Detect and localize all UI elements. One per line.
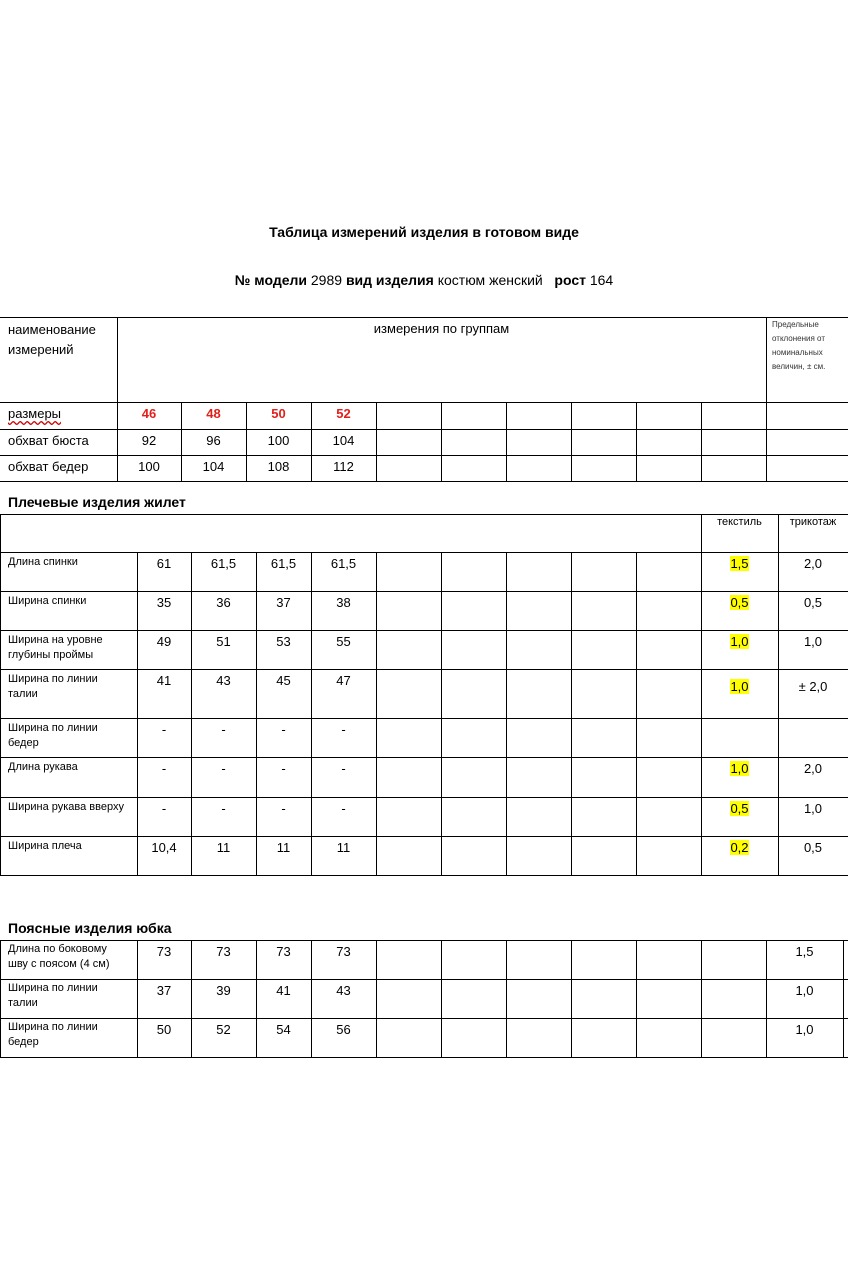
vest-row-value: 47 [336, 673, 351, 688]
vest-knit-value: ± 2,0 [798, 679, 828, 694]
skirt-row-label [8, 942, 136, 972]
skirt-tolerance-value: 1,5 [795, 944, 814, 959]
vest-textile-cell [701, 556, 778, 571]
skirt-row-value: 73 [276, 944, 291, 959]
name-header [8, 320, 96, 360]
vest-row-label [8, 721, 136, 751]
vest-knit-value: 0,5 [803, 595, 823, 610]
type-value: костюм женский [437, 272, 543, 288]
vest-row-label-line1: Ширина по линии [8, 673, 98, 685]
size-48: 48 [206, 406, 221, 421]
size-46: 46 [141, 406, 157, 421]
size-50: 50 [271, 406, 286, 421]
vest-row-value: 45 [276, 673, 291, 688]
vest-row-value: 11 [336, 840, 351, 855]
skirt-row-value: 73 [156, 944, 172, 959]
skirt-row-label-line2: шву с поясом (4 см) [8, 958, 110, 970]
vest-textile-value: 0,5 [730, 595, 749, 610]
vest-row-value: - [161, 761, 167, 776]
vest-row-value: 11 [276, 840, 291, 855]
vest-row-label [8, 594, 136, 609]
vest-knit-value: 0,5 [803, 840, 823, 855]
vest-knit-value: 1,0 [803, 801, 823, 816]
groups-header: измерения по группам [373, 321, 510, 336]
vest-row-value: - [341, 761, 346, 776]
vest-textile-value: 0,5 [730, 801, 749, 816]
skirt-row-label-line1: Длина по боковому [8, 943, 107, 955]
vest-textile-value: 1,0 [730, 679, 749, 694]
page-title: Таблица измерений изделия в готовом виде [269, 224, 579, 240]
bust-value: 100 [267, 433, 290, 448]
skirt-row-value: 73 [216, 944, 231, 959]
deviation-line3: номинальных [772, 348, 823, 357]
vest-row-value: - [161, 722, 167, 737]
vest-section-title: Плечевые изделия жилет [8, 494, 186, 510]
vest-row-value: 53 [276, 634, 291, 649]
vest-row-value: 49 [156, 634, 172, 649]
deviation-header [772, 318, 825, 374]
vest-row-value: 36 [216, 595, 231, 610]
hips-label: обхват бедер [8, 459, 89, 474]
skirt-row-label-line2: талии [8, 997, 38, 1009]
vest-row-value: - [341, 801, 346, 816]
vest-textile-value: 1,5 [730, 556, 749, 571]
vest-row-label-line2: бедер [8, 737, 39, 749]
bust-value: 96 [206, 433, 221, 448]
vest-row-value: 41 [156, 673, 172, 688]
vest-row-value: 35 [156, 595, 172, 610]
vest-row-value: 51 [216, 634, 231, 649]
hips-value: 104 [202, 459, 225, 474]
vest-textile-cell [701, 595, 778, 610]
vest-row-value: 61 [156, 556, 172, 571]
vest-row-value: 61,5 [270, 556, 297, 571]
hips-value: 112 [333, 459, 354, 474]
vest-textile-cell [701, 801, 778, 816]
name-header-line1: наименование [8, 322, 96, 337]
skirt-row-value: 41 [276, 983, 291, 998]
vest-row-value: 37 [276, 595, 291, 610]
vest-row-value: 61,5 [210, 556, 237, 571]
skirt-tolerance-value: 1,0 [795, 983, 814, 998]
vest-row-label-line1: Ширина по линии [8, 722, 98, 734]
skirt-row-label-line2: бедер [8, 1036, 39, 1048]
vest-row-value: - [281, 761, 286, 776]
vest-textile-cell [701, 840, 778, 855]
size-52: 52 [336, 406, 351, 421]
skirt-row-value: 52 [216, 1022, 231, 1037]
model-value: 2989 [310, 272, 343, 288]
deviation-line4: величин, ± см. [772, 362, 826, 371]
page-subtitle [0, 272, 848, 288]
vest-row-label [8, 633, 136, 663]
skirt-row-value: 50 [156, 1022, 172, 1037]
vest-row-value: - [281, 722, 286, 737]
height-label: рост [554, 272, 586, 288]
skirt-row-value: 43 [336, 983, 351, 998]
vest-knit-value: 2,0 [803, 761, 823, 776]
skirt-row-label [8, 981, 136, 1011]
skirt-row-value: 39 [216, 983, 231, 998]
vest-row-value: - [281, 801, 286, 816]
vest-textile-cell [701, 679, 778, 694]
deviation-line2: отклонения от [772, 334, 825, 343]
name-header-line2: измерений [8, 342, 74, 357]
skirt-row-label-line1: Ширина по линии [8, 1021, 98, 1033]
vest-row-value: - [341, 722, 346, 737]
vest-row-label [8, 555, 136, 570]
vest-textile-value: 0,2 [730, 840, 749, 855]
skirt-row-value: 56 [336, 1022, 351, 1037]
vest-row-value: 55 [336, 634, 351, 649]
skirt-row-value: 37 [156, 983, 172, 998]
textile-header: текстиль [717, 516, 762, 528]
vest-row-label-line1: Ширина плеча [8, 840, 82, 852]
model-label: № модели [234, 272, 307, 288]
vest-row-value: 11 [216, 840, 231, 855]
vest-row-label-line1: Ширина спинки [8, 595, 87, 607]
vest-textile-value: 1,0 [730, 634, 749, 649]
vest-row-value: 38 [336, 595, 351, 610]
height-value: 164 [589, 272, 614, 288]
vest-row-label [8, 800, 136, 815]
vest-row-value: 43 [216, 673, 231, 688]
knit-header: трикотаж [789, 516, 837, 528]
vest-row-label-line1: Ширина на уровне [8, 634, 103, 646]
sizes-label: размеры [8, 406, 62, 421]
vest-row-value: - [221, 801, 226, 816]
vest-row-label [8, 839, 136, 854]
deviation-line1: Предельные [772, 320, 819, 329]
skirt-row-value: 54 [276, 1022, 291, 1037]
skirt-section-title: Поясные изделия юбка [8, 920, 172, 936]
vest-row-label [8, 672, 136, 702]
vest-row-label-line2: глубины проймы [8, 649, 94, 661]
hips-value: 108 [267, 459, 290, 474]
vest-textile-cell [701, 761, 778, 776]
vest-knit-value: 2,0 [803, 556, 823, 571]
skirt-row-label [8, 1020, 136, 1050]
type-label: вид изделия [345, 272, 434, 288]
bust-value: 104 [332, 433, 355, 448]
hips-value: 100 [138, 459, 160, 474]
vest-row-label-line2: талии [8, 688, 38, 700]
bust-label: обхват бюста [8, 433, 89, 448]
bust-value: 92 [141, 433, 157, 448]
vest-row-value: - [221, 761, 226, 776]
skirt-row-label-line1: Ширина по линии [8, 982, 98, 994]
vest-row-label-line1: Длина спинки [8, 556, 78, 568]
vest-row-label [8, 760, 136, 775]
vest-row-value: - [161, 801, 167, 816]
vest-row-value: 10,4 [151, 840, 177, 855]
vest-textile-cell [701, 634, 778, 649]
vest-row-value: - [221, 722, 226, 737]
vest-row-value: 61,5 [330, 556, 357, 571]
vest-row-label-line1: Ширина рукава вверху [8, 801, 124, 813]
vest-row-label-line1: Длина рукава [8, 761, 78, 773]
skirt-tolerance-value: 1,0 [795, 1022, 814, 1037]
vest-knit-value: 1,0 [803, 634, 823, 649]
vest-textile-value: 1,0 [730, 761, 749, 776]
skirt-row-value: 73 [336, 944, 351, 959]
